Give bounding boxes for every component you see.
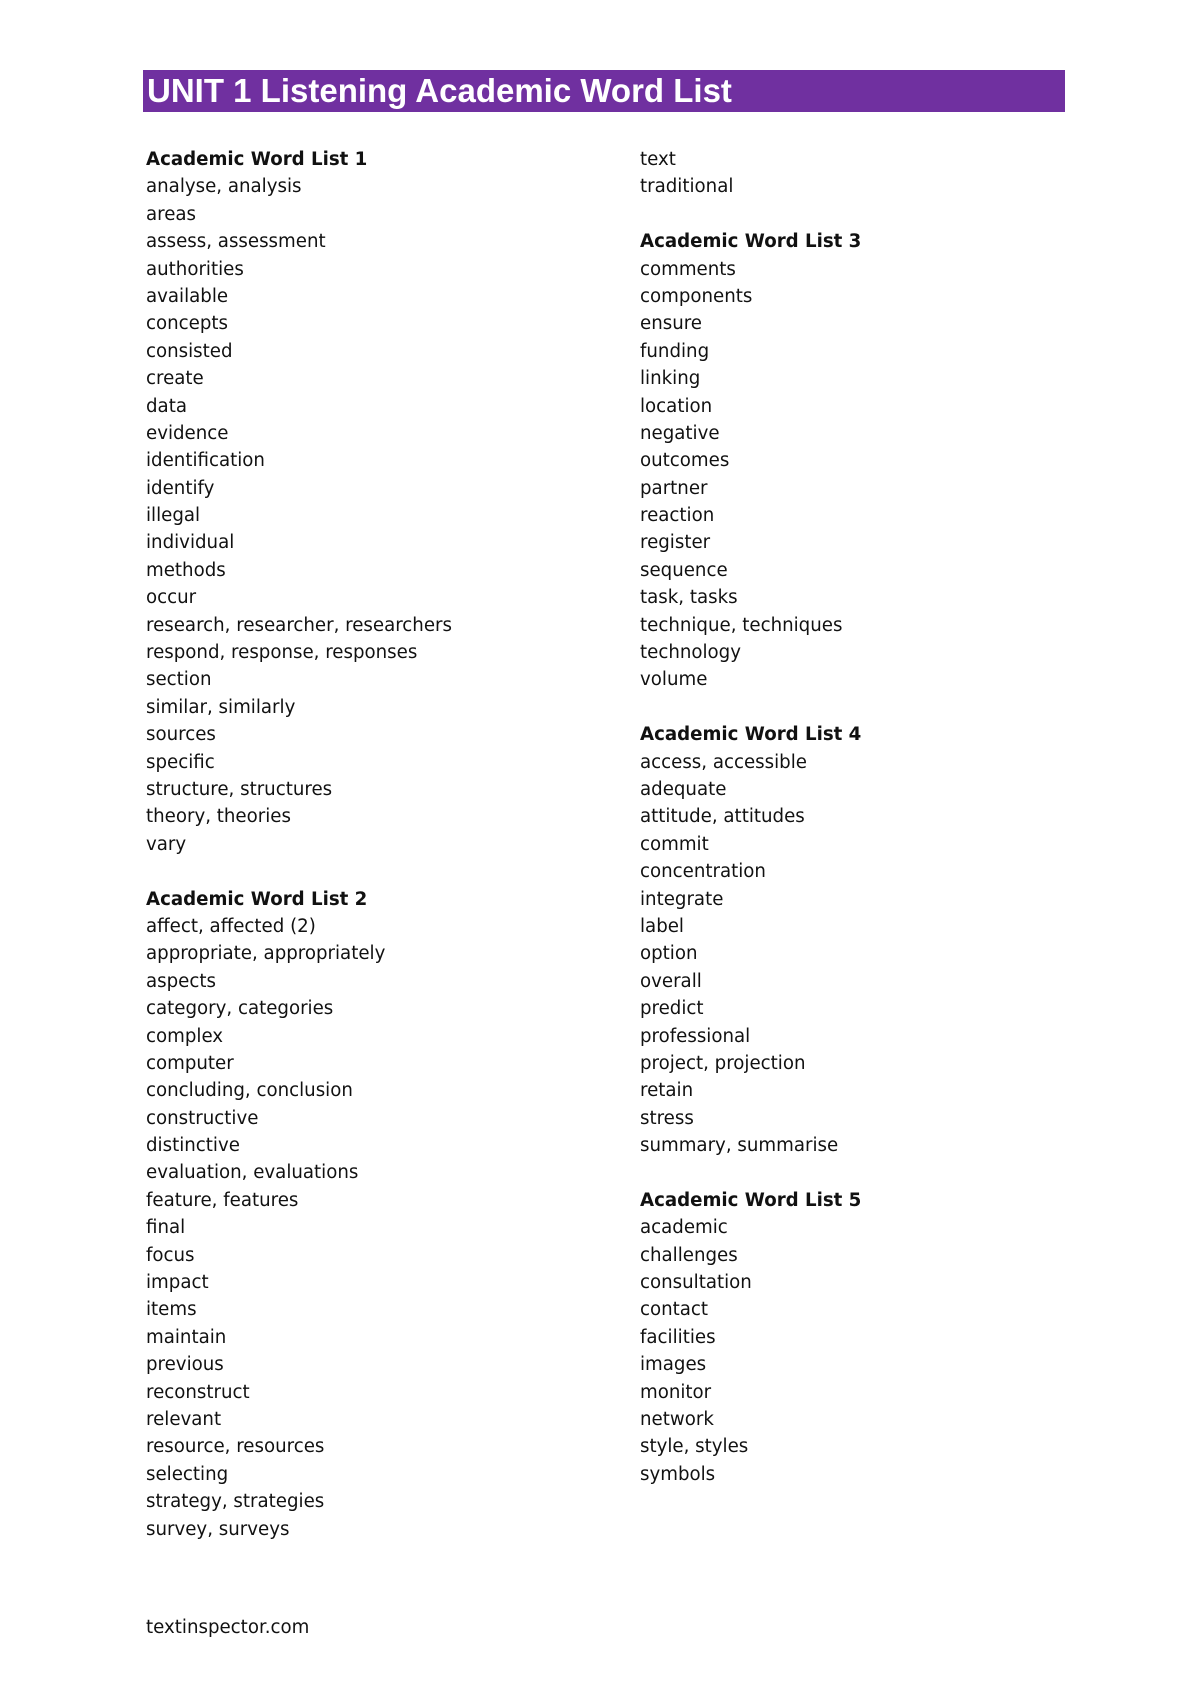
word-entry: vary	[146, 833, 187, 855]
word-entry: survey, surveys	[146, 1518, 290, 1540]
word-entry: category, categories	[146, 998, 334, 1020]
word-entry: impact	[146, 1272, 209, 1294]
word-entry: retain	[640, 1080, 694, 1102]
word-entry: feature, features	[146, 1189, 299, 1211]
spacer	[640, 1159, 1120, 1186]
word-entry: final	[146, 1217, 186, 1239]
word-entry: images	[640, 1354, 707, 1376]
word-entry: methods	[146, 559, 226, 581]
word-entry: traditional	[640, 176, 734, 198]
word-entry: assess, assessment	[146, 231, 326, 253]
word-entry: consisted	[146, 340, 233, 362]
word-entry: predict	[640, 998, 704, 1020]
word-entry: access, accessible	[640, 751, 807, 773]
word-entry: outcomes	[640, 450, 730, 472]
word-entry: option	[640, 943, 698, 965]
word-entry: ensure	[640, 313, 702, 335]
word-entry: aspects	[146, 970, 216, 992]
word-entry: evaluation, evaluations	[146, 1162, 359, 1184]
word-entry: computer	[146, 1052, 234, 1074]
word-entry: resource, resources	[146, 1436, 325, 1458]
word-entry: occur	[146, 587, 197, 609]
word-entry: task, tasks	[640, 587, 738, 609]
word-entry: focus	[146, 1244, 195, 1266]
word-entry: sources	[146, 724, 216, 746]
word-entry: challenges	[640, 1244, 738, 1266]
word-entry: contact	[640, 1299, 709, 1321]
word-entry: maintain	[146, 1326, 227, 1348]
word-entry: individual	[146, 532, 235, 554]
word-entry: previous	[146, 1354, 224, 1376]
word-entry: monitor	[640, 1381, 712, 1403]
word-entry: facilities	[640, 1326, 716, 1348]
word-entry: adequate	[640, 778, 727, 800]
word-entry: create	[146, 368, 204, 390]
right-column	[640, 146, 1120, 1488]
word-entry: theory, theories	[146, 806, 291, 828]
spacer	[146, 858, 626, 885]
list-heading: Academic Word List 3	[640, 231, 862, 253]
word-entry: comments	[640, 258, 736, 280]
word-entry: section	[146, 669, 212, 691]
word-entry: illegal	[146, 505, 201, 527]
word-entry: affect, affected (2)	[146, 915, 316, 937]
footer-source: textinspector.com	[146, 1617, 310, 1638]
word-entry: areas	[146, 203, 197, 225]
word-entry: style, styles	[640, 1436, 749, 1458]
word-entry: concentration	[640, 861, 766, 883]
word-entry: partner	[640, 477, 708, 499]
word-entry: integrate	[640, 888, 724, 910]
word-entry: commit	[640, 833, 709, 855]
word-entry: complex	[146, 1025, 224, 1047]
word-entry: text	[640, 149, 676, 170]
word-entry: symbols	[640, 1463, 716, 1485]
word-entry: sequence	[640, 559, 728, 581]
word-entry: identification	[146, 450, 265, 472]
list-heading: Academic Word List 2	[146, 888, 368, 910]
word-entry: research, researcher, researchers	[146, 614, 452, 636]
word-entry: network	[640, 1408, 714, 1430]
list-heading: Academic Word List 4	[640, 724, 862, 746]
word-entry: project, projection	[640, 1052, 806, 1074]
word-entry: linking	[640, 368, 701, 390]
word-entry: technique, techniques	[640, 614, 843, 636]
page-title: UNIT 1 Listening Academic Word List	[147, 72, 732, 109]
spacer	[640, 694, 1120, 721]
spacer	[640, 201, 1120, 228]
word-entry: available	[146, 285, 229, 307]
list-heading: Academic Word List 1	[146, 149, 368, 170]
left-column	[146, 146, 626, 1543]
word-entry: relevant	[146, 1408, 222, 1430]
word-entry: academic	[640, 1217, 728, 1239]
list-heading: Academic Word List 5	[640, 1189, 862, 1211]
word-entry: funding	[640, 340, 710, 362]
word-entry: location	[640, 395, 713, 417]
word-entry: items	[146, 1299, 197, 1321]
word-entry: strategy, strategies	[146, 1491, 325, 1513]
word-entry: concluding, conclusion	[146, 1080, 353, 1102]
word-entry: reconstruct	[146, 1381, 250, 1403]
word-entry: technology	[640, 642, 741, 664]
word-entry: selecting	[146, 1463, 229, 1485]
word-entry: professional	[640, 1025, 751, 1047]
word-entry: negative	[640, 422, 720, 444]
word-entry: concepts	[146, 313, 228, 335]
word-entry: appropriate, appropriately	[146, 943, 386, 965]
word-entry: components	[640, 285, 753, 307]
word-entry: constructive	[146, 1107, 259, 1129]
word-entry: evidence	[146, 422, 229, 444]
word-entry: identify	[146, 477, 215, 499]
word-entry: register	[640, 532, 711, 554]
word-entry: distinctive	[146, 1135, 240, 1157]
word-entry: volume	[640, 669, 708, 691]
word-entry: consultation	[640, 1272, 752, 1294]
word-entry: analyse, analysis	[146, 176, 302, 198]
word-entry: reaction	[640, 505, 715, 527]
word-entry: summary, summarise	[640, 1135, 839, 1157]
word-entry: label	[640, 915, 684, 937]
word-entry: respond, response, responses	[146, 642, 418, 664]
word-entry: authorities	[146, 258, 244, 280]
word-entry: data	[146, 395, 187, 417]
word-entry: structure, structures	[146, 778, 333, 800]
title-banner	[143, 70, 1065, 112]
word-entry: similar, similarly	[146, 696, 296, 718]
word-entry: specific	[146, 751, 215, 773]
word-entry: stress	[640, 1107, 694, 1129]
word-entry: attitude, attitudes	[640, 806, 805, 828]
word-entry: overall	[640, 970, 702, 992]
